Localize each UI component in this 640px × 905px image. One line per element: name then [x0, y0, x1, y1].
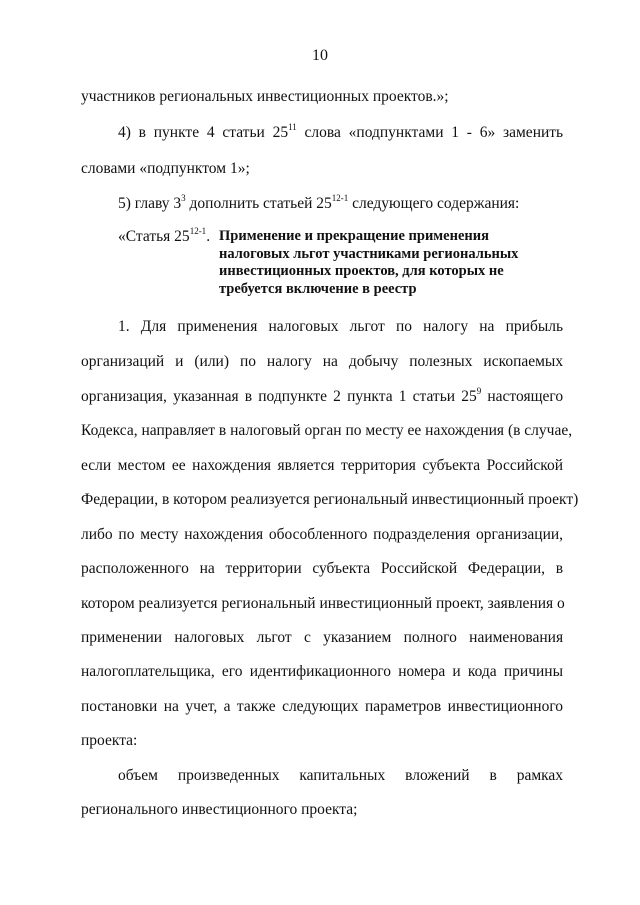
- article-title: [219, 228, 519, 298]
- item-volume-line2: регионального инвестиционного проекта;: [81, 801, 358, 818]
- item5-line: 5) главу $3^3$ дополнить статьей 25$^{12-1}$ следующего содержания:: [118, 193, 520, 212]
- article-label: «Статья 25$^{12-1}$.: [118, 226, 211, 245]
- article-title-line: налоговых льгот участниками региональных: [219, 245, 519, 262]
- intro-line: участников региональных инвестиционных проектов.»;: [81, 88, 449, 105]
- paragraph1-line: если местом ее нахождения является территория субъекта Российской: [81, 457, 564, 474]
- paragraph1-line: котором реализуется региональный инвестиционный проект, заявления о: [81, 595, 565, 612]
- paragraph1-last-line: проекта:: [81, 732, 138, 749]
- paragraph1-line: постановки на учет, а также следующих параметров инвестиционного: [81, 698, 564, 715]
- paragraph1-line: 1. Для применения налоговых льгот по налогу на прибыль: [118, 318, 564, 335]
- paragraph1-line: применении налоговых льгот с указанием полного наименования: [81, 629, 564, 646]
- paragraph1-line: Кодекса, направляет в налоговый орган по месту ее нахождения (в случае,: [81, 422, 573, 439]
- paragraph1-line: расположенного на территории субъекта Российской Федерации, в: [81, 560, 564, 577]
- paragraph1-line: либо по месту нахождения обособленного подразделения организации,: [81, 526, 564, 543]
- paragraph1-line: организаций и (или) по налогу на добычу полезных ископаемых: [81, 353, 564, 370]
- page-number: 10: [312, 47, 328, 64]
- article-title-line: Применение и прекращение применения: [219, 228, 489, 244]
- paragraph1-line: налогоплательщика, его идентификационного номера и кода причины: [81, 663, 563, 680]
- article-title-line: требуется включение в реестр: [219, 280, 417, 297]
- item4-line2: словами «подпунктом 1»;: [81, 160, 250, 177]
- article-title-line: инвестиционных проектов, для которых не: [219, 263, 504, 279]
- item4-line1: 4) в пункте 4 статьи $25^{11}$ слова «подпунктами 1 - 6» заменить: [118, 122, 564, 141]
- paragraph1-line: Федерации, в котором реализуется региональный инвестиционный проект): [81, 491, 579, 508]
- paragraph1-line: организация, указанная в подпункте 2 пункта 1 статьи $25^9$ настоящего: [81, 386, 564, 405]
- item-volume-line1: объем произведенных капитальных вложений в рамках: [118, 767, 564, 784]
